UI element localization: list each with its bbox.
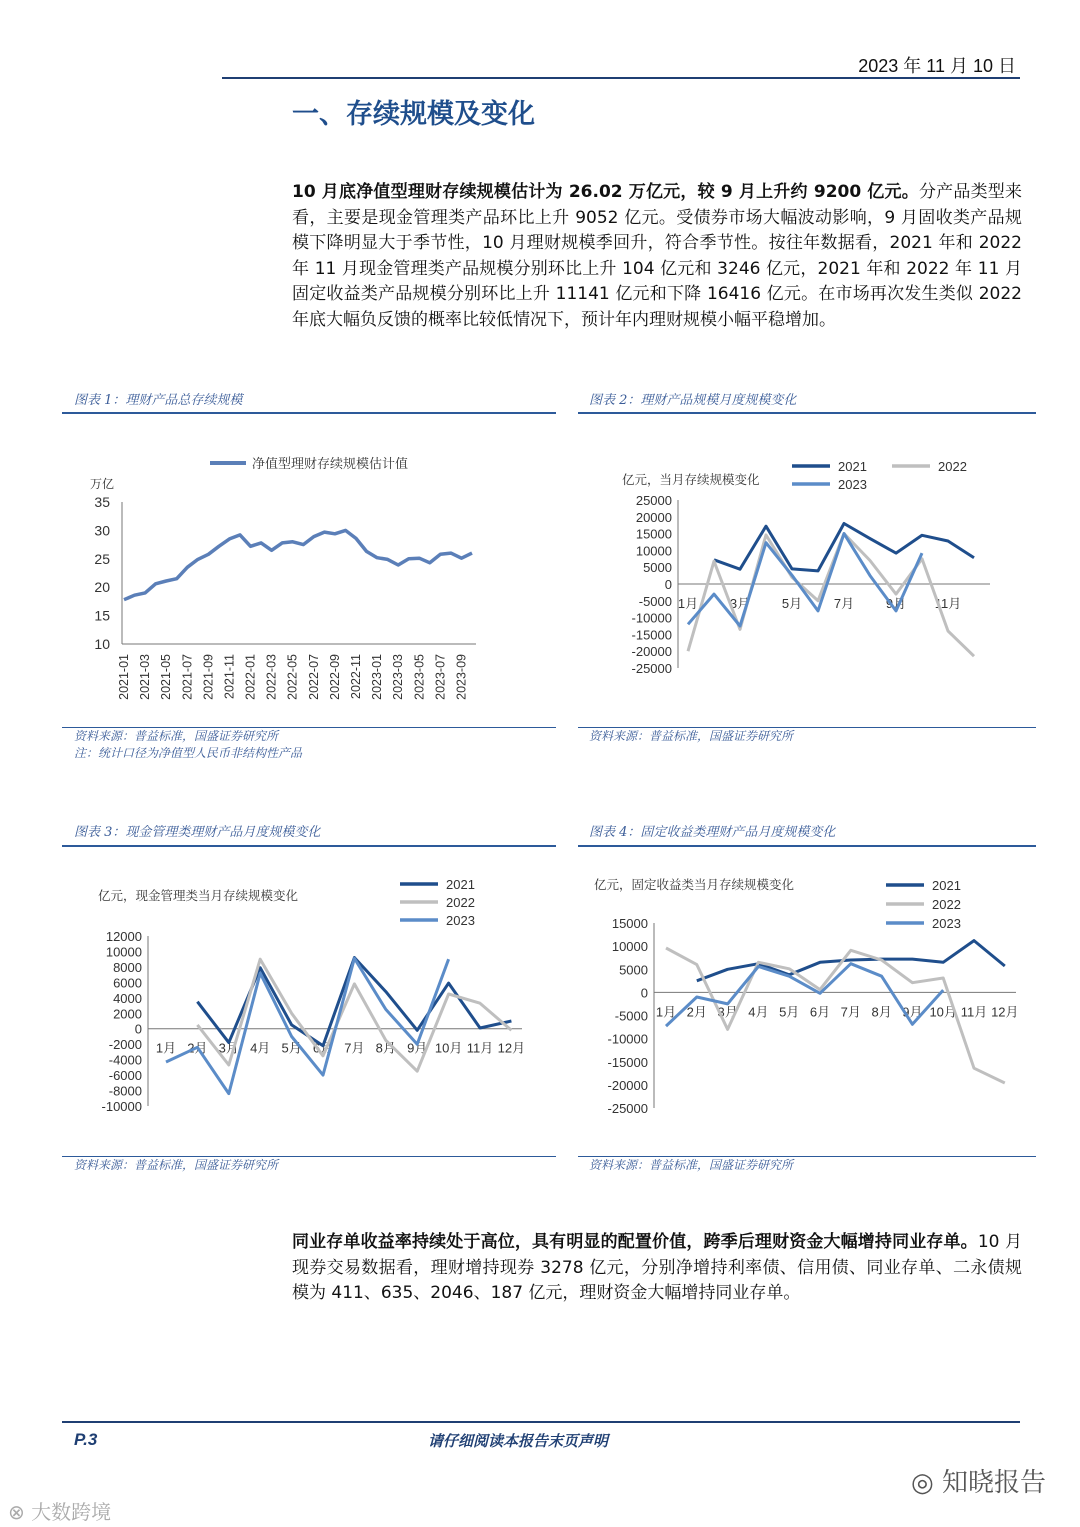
y-tick-label: -10000 [631,610,672,626]
legend-label-2023: 2023 [932,916,961,931]
unit-label: 万亿 [90,477,115,491]
legend-label-2021: 2021 [446,877,475,892]
x-tick-label: 2022-07 [306,654,321,700]
figure-3-rule [62,845,556,847]
legend-label-2021: 2021 [932,878,961,893]
x-tick-label: 9月 [902,1004,923,1020]
chart-total-scale [62,440,556,730]
x-tick-label: 3月 [218,1040,239,1056]
figure-3-source: 资料来源：普益标准，国盛证券研究所 [74,1158,279,1172]
series-line-total-scale [124,530,472,599]
figure-2-source: 资料来源：普益标准，国盛证券研究所 [589,729,794,743]
y-tick-label: 5000 [619,962,648,978]
x-tick-label: 2月 [187,1040,208,1056]
y-tick-label: 35 [94,494,110,510]
y-tick-label: 10 [94,636,110,652]
y-tick-label: 30 [94,522,110,539]
x-tick-label: 4月 [250,1040,271,1056]
y-tick-label: 25 [94,550,110,567]
legend-label: 净值型理财存续规模估计值 [252,456,409,471]
y-tick-label: 5000 [643,560,672,576]
y-tick-label: 15000 [611,916,648,931]
x-tick-label: 2022-11 [349,654,363,699]
y-tick-label: -10000 [607,1031,648,1047]
paragraph-ncd: 同业存单收益率持续处于高位，具有明显的配置价值，跨季后理财资金大幅增持同业存单。10 月现券交易数据看，理财增持现券 3278 亿元，分别净增持利率债、信用债、同业存单、二永债规模为 411、635、2046、187 亿元，理财资金大幅增持同业存单。 [292,1232,1022,1303]
y-tick-label: -10000 [101,1099,142,1114]
x-tick-label: 7月 [344,1040,365,1056]
x-tick-label: 7月 [840,1004,861,1020]
figure-2-title: 图表 2：理财产品规模月度规模变化 [589,393,797,408]
report-date: 2023 年 11 月 10 日 [858,56,1016,76]
x-tick-label: 2023-01 [370,654,385,700]
y-tick-label: 25000 [635,493,672,508]
x-tick-label: 5月 [779,1004,800,1020]
unit-label: 亿元，当月存续规模变化 [622,473,760,487]
y-tick-label: 15 [94,607,110,624]
x-tick-label: 11月 [466,1040,494,1056]
series-line-2022 [688,534,974,657]
y-tick-label: 0 [134,1021,142,1037]
watermark-right: ◎ 知晓报告 [911,1468,1046,1498]
x-tick-label: 9月 [885,596,907,611]
y-tick-label: -2000 [108,1037,142,1053]
x-tick-label: 2月 [686,1004,707,1020]
y-tick-label: -20000 [607,1077,648,1093]
x-tick-label: 2023-09 [454,654,469,700]
chart-cash-management [62,860,556,1156]
legend-label-2022: 2022 [938,459,967,474]
x-tick-label: 2023-05 [412,654,427,700]
x-tick-label: 1月 [677,596,699,611]
figure-4-rule [578,845,1036,847]
y-tick-label: 0 [664,577,672,592]
x-tick-label: 2023-03 [391,654,406,700]
y-tick-label: 0 [640,985,648,1001]
y-tick-label: 4000 [113,990,142,1006]
y-tick-label: 10000 [105,944,142,960]
legend-label-2022: 2022 [932,897,961,912]
x-tick-label: 12月 [497,1040,526,1056]
unit-label: 亿元，固定收益类当月存续规模变化 [594,878,795,892]
figure-1-source: 资料来源：普益标准，国盛证券研究所 [74,729,279,743]
x-tick-label: 6月 [809,1004,831,1020]
chart-fixed-income [578,860,1036,1156]
y-tick-label: -15000 [607,1054,648,1070]
watermark-left: ⊗ 大数跨境 [8,1500,112,1524]
header-rule [222,77,1020,79]
y-tick-label: 10000 [635,543,672,559]
x-tick-label: 2021-07 [180,654,195,700]
y-tick-label: -5000 [638,593,672,609]
x-tick-label: 3月 [729,596,751,611]
footer-disclaimer: 请仔细阅读本报告末页声明 [428,1432,609,1450]
x-tick-label: 2021-11 [222,654,237,699]
y-tick-label: -25000 [607,1101,648,1116]
series-line-2023 [166,958,449,1093]
y-tick-label: -25000 [631,661,672,676]
x-tick-label: 1月 [655,1004,677,1020]
x-tick-label: 1月 [155,1040,177,1056]
footer-rule [62,1421,1020,1423]
x-tick-label: 2021-01 [117,654,131,700]
series-line-2021 [697,941,1005,981]
paragraph-scale: 10 月底净值型理财存续规模估计为 26.02 万亿元，较 9 月上升约 9200 亿元。分产品类型来看，主要是现金管理类产品环比上升 9052 亿元。受债券市场大幅波动影响，9 月固收类产品规模下降明显大于季节性，10 月理财规模季回升，符合季节性。按往年数据看，2021 年和 2022 年 11 月现金管理类产品规模分别环比上升 104 亿元和 3246 亿元，2021 年和 2022 年 11 月固定收益类产品规模分别环比上升 11141 亿元和下降 16416 亿元。在市场再次发生类似 2022 年底大幅负反馈的概率比较低情况下，预计年内理财规模小幅平稳增加。 [292,182,1022,330]
y-tick-label: -4000 [108,1052,142,1068]
x-tick-label: 2023-07 [433,654,448,700]
y-tick-label: 20 [94,579,110,596]
y-tick-label: 15000 [635,526,672,542]
x-tick-label: 8月 [871,1004,892,1020]
chart-monthly-change [578,440,1036,730]
y-tick-label: -5000 [614,1008,648,1024]
x-tick-label: 5月 [781,596,803,611]
x-tick-label: 8月 [375,1040,396,1056]
legend-label-2022: 2022 [446,895,475,910]
y-tick-label: 8000 [113,959,142,975]
y-tick-label: -6000 [108,1068,142,1084]
figure-3-title: 图表 3：现金管理类理财产品月度规模变化 [74,825,321,840]
legend-label-2021: 2021 [838,459,867,474]
x-tick-label: 3月 [717,1004,738,1020]
y-tick-label: 6000 [113,975,142,991]
y-tick-label: 2000 [113,1006,142,1022]
x-tick-label: 2022-09 [327,654,342,700]
figure-4-source: 资料来源：普益标准，国盛证券研究所 [589,1158,794,1172]
x-tick-label: 2022-05 [285,654,300,700]
series-line-2021 [714,524,974,571]
x-tick-label: 5月 [281,1040,302,1056]
x-tick-label: 11月 [934,596,962,611]
x-tick-label: 2021-03 [138,654,153,700]
legend-label-2023: 2023 [446,913,475,928]
figure-4-title: 图表 4：固定收益类理财产品月度规模变化 [589,825,836,840]
x-tick-label: 9月 [407,1040,428,1056]
x-tick-label: 4月 [748,1004,769,1020]
page-number: P.3 [74,1430,98,1449]
watermark-logo-icon: ⊗ [8,1500,32,1524]
x-tick-label: 2022-03 [264,654,279,700]
wechat-icon: ◎ [911,1468,942,1498]
x-tick-label: 6月 [312,1040,334,1056]
figure-1-note: 注：统计口径为净值型人民币非结构性产品 [74,746,303,760]
x-tick-label: 10月 [434,1040,463,1056]
x-tick-label: 10月 [929,1004,957,1020]
x-tick-label: 12月 [991,1004,1019,1020]
y-tick-label: 20000 [635,509,672,525]
y-tick-label: -8000 [108,1083,142,1099]
x-tick-label: 2022-01 [243,654,258,700]
section-title: 一、存续规模及变化 [292,99,535,130]
x-tick-label: 11月 [960,1004,988,1020]
y-tick-label: -15000 [631,627,672,643]
legend-label-2023: 2023 [838,477,867,492]
x-tick-label: 7月 [833,596,855,611]
figure-2-rule [578,412,1036,414]
x-tick-label: 2021-09 [201,654,216,700]
y-tick-label: -20000 [631,644,672,660]
unit-label: 亿元，现金管理类当月存续规模变化 [98,889,299,903]
figure-1-title: 图表 1：理财产品总存续规模 [74,393,243,408]
figure-1-rule [62,412,556,414]
y-tick-label: 12000 [105,929,142,944]
y-tick-label: 10000 [611,939,648,955]
x-tick-label: 2021-05 [159,654,174,700]
